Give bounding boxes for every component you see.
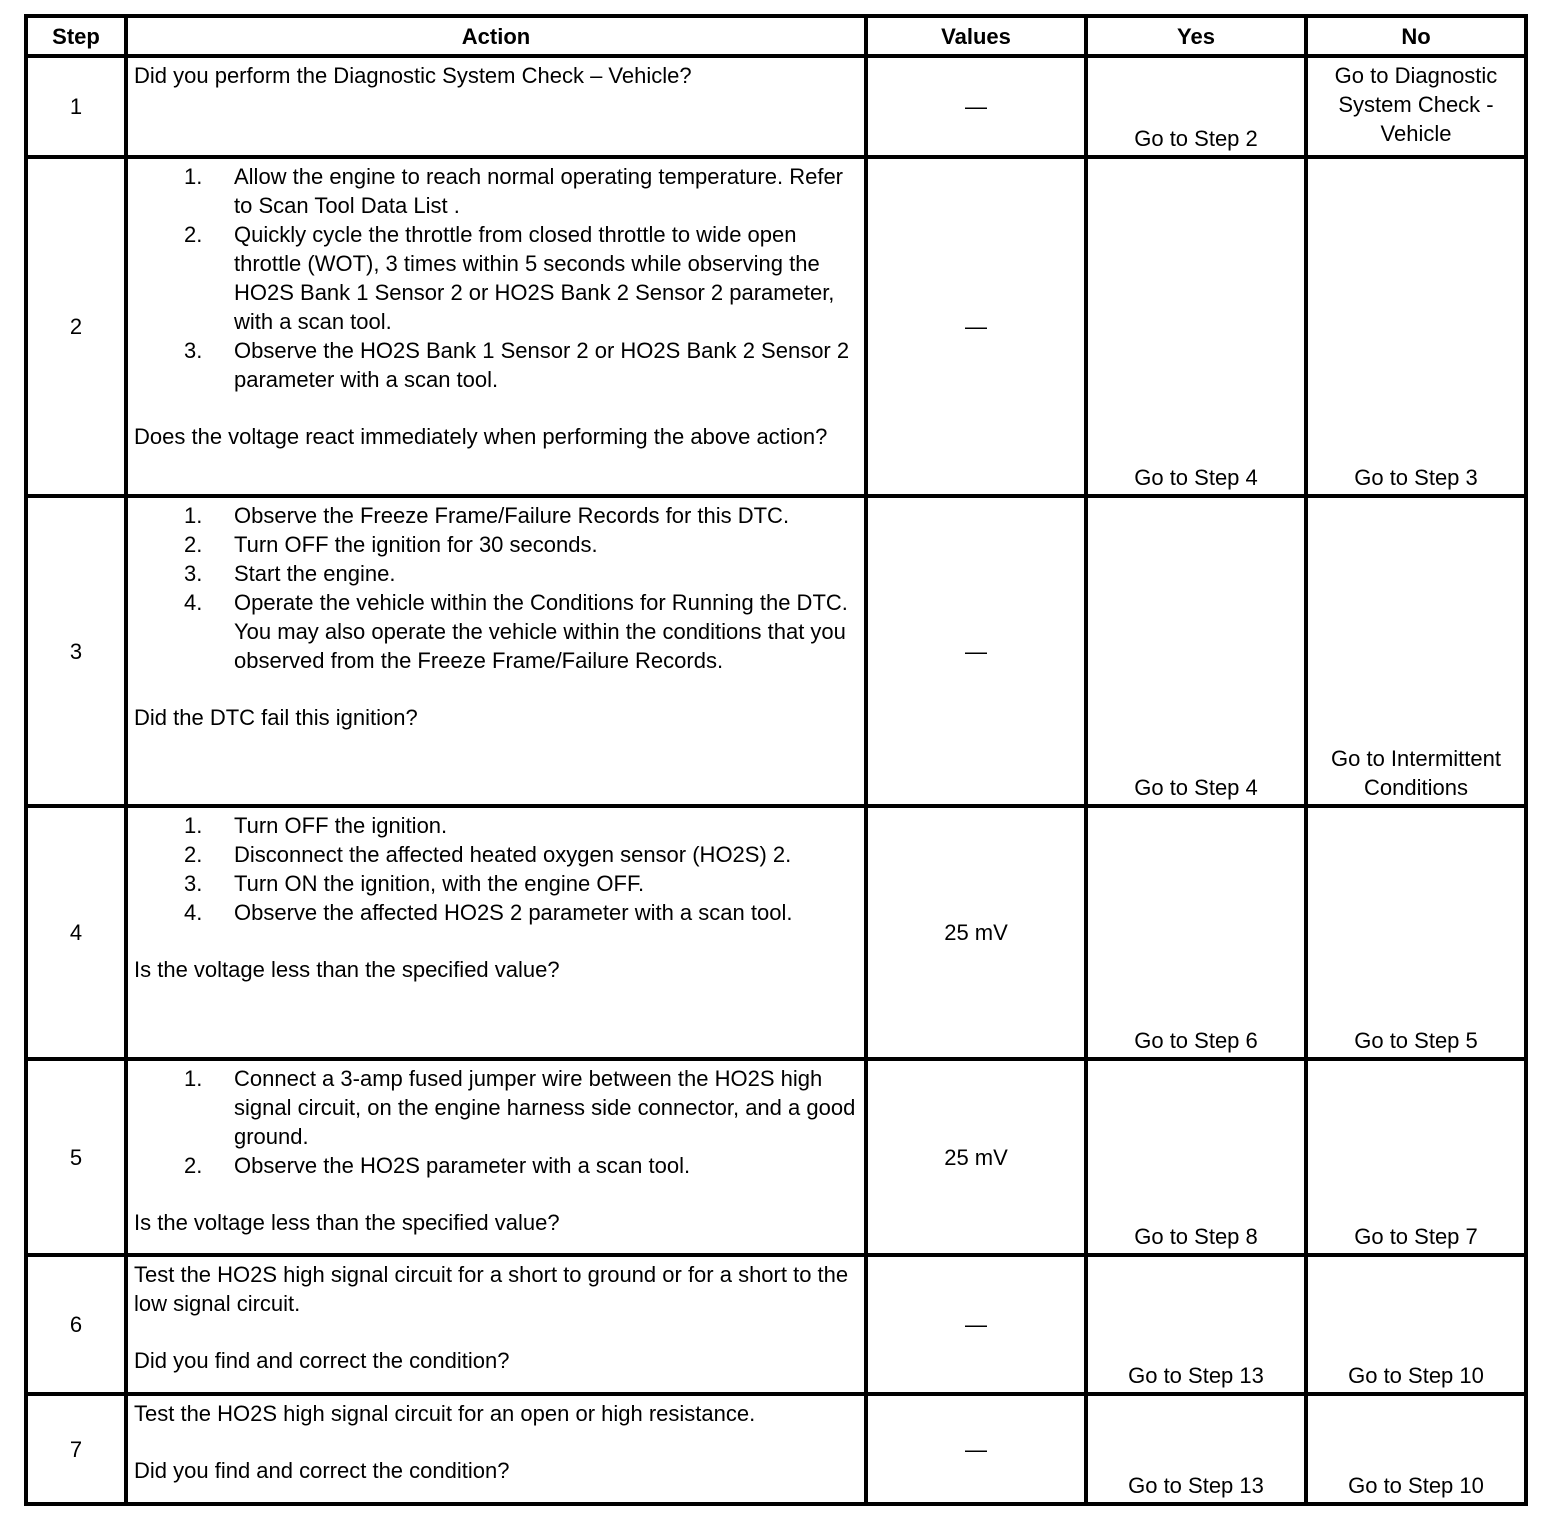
procedure-item: 1. Turn OFF the ignition. <box>184 813 448 838</box>
table-row <box>26 1394 1526 1504</box>
step-number: 4 <box>26 806 126 1059</box>
action-cell <box>126 157 866 496</box>
value-cell: — <box>866 1394 1086 1504</box>
value-cell: 25 mV <box>866 1059 1086 1255</box>
table-row <box>26 1255 1526 1394</box>
value-cell: — <box>866 157 1086 496</box>
step-number: 3 <box>26 496 126 806</box>
procedure-item: 1. Connect a 3-amp fused jumper wire between the HO2S high signal circuit, on the engine harness side connector, and a good ground. <box>184 1066 856 1149</box>
yes-cell: Go to Step 6 <box>1086 806 1306 1059</box>
yes-cell: Go to Step 8 <box>1086 1059 1306 1255</box>
action-question: Did you find and correct the condition? <box>134 1458 510 1483</box>
yes-cell: Go to Step 2 <box>1086 56 1306 157</box>
procedure-item: 2. Turn OFF the ignition for 30 seconds. <box>184 532 598 557</box>
no-cell: Go to Step 7 <box>1306 1059 1526 1255</box>
value-cell: 25 mV <box>866 806 1086 1059</box>
step-number: 7 <box>26 1394 126 1504</box>
action-intro: Test the HO2S high signal circuit for a short to ground or for a short to the low signal circuit. <box>134 1262 849 1316</box>
action-cell <box>126 56 866 157</box>
table-row <box>26 157 1526 496</box>
procedure-item: 4. Observe the affected HO2S 2 parameter with a scan tool. <box>184 900 793 925</box>
procedure-item: 4. Operate the vehicle within the Conditions for Running the DTC. You may also operate the vehicle within the conditions that you observed from the Freeze Frame/Failure Records. <box>184 590 848 673</box>
yes-cell: Go to Step 4 <box>1086 496 1306 806</box>
action-cell <box>126 1394 866 1504</box>
procedure-item: 2. Observe the HO2S parameter with a scan tool. <box>184 1153 691 1178</box>
action-question: Does the voltage react immediately when performing the above action? <box>134 424 828 449</box>
table-row <box>26 56 1526 157</box>
header-row <box>26 16 1526 56</box>
procedure-item: 3. Turn ON the ignition, with the engine OFF. <box>184 871 645 896</box>
table-row <box>26 1059 1526 1255</box>
yes-cell: Go to Step 13 <box>1086 1394 1306 1504</box>
no-cell: Go to Step 10 <box>1306 1394 1526 1504</box>
step-number: 1 <box>26 56 126 157</box>
step-number: 5 <box>26 1059 126 1255</box>
header-values: Values <box>866 16 1086 56</box>
header-no: No <box>1306 16 1526 56</box>
action-intro: Test the HO2S high signal circuit for an open or high resistance. <box>134 1401 756 1426</box>
procedure-list <box>134 1064 858 1180</box>
procedure-list <box>134 501 858 675</box>
procedure-item: 2. Disconnect the affected heated oxygen sensor (HO2S) 2. <box>184 842 792 867</box>
header-step: Step <box>26 16 126 56</box>
procedure-list <box>134 811 858 927</box>
header-yes: Yes <box>1086 16 1306 56</box>
action-cell <box>126 806 866 1059</box>
diagnostic-table <box>24 14 1528 1506</box>
yes-cell: Go to Step 13 <box>1086 1255 1306 1394</box>
procedure-item: 2. Quickly cycle the throttle from closed throttle to wide open throttle (WOT), 3 times within 5 seconds while observing the HO2S Bank 1 Sensor 2 or HO2S Bank 2 Sensor 2 parameter, with a scan tool. <box>184 222 835 334</box>
no-cell: Go to Step 10 <box>1306 1255 1526 1394</box>
value-cell: — <box>866 1255 1086 1394</box>
no-cell: Go to Intermittent Conditions <box>1306 496 1526 806</box>
table-row <box>26 496 1526 806</box>
action-question: Is the voltage less than the specified value? <box>134 1210 560 1235</box>
no-cell: Go to Step 5 <box>1306 806 1526 1059</box>
procedure-list <box>134 162 858 394</box>
value-cell: — <box>866 56 1086 157</box>
procedure-item: 3. Start the engine. <box>184 561 396 586</box>
yes-cell: Go to Step 4 <box>1086 157 1306 496</box>
procedure-item: 1. Allow the engine to reach normal operating temperature. Refer to Scan Tool Data List . <box>184 164 844 218</box>
no-cell: Go to Diagnostic System Check - Vehicle <box>1306 56 1526 157</box>
procedure-item: 3. Observe the HO2S Bank 1 Sensor 2 or HO2S Bank 2 Sensor 2 parameter with a scan tool. <box>184 338 850 392</box>
table-row <box>26 806 1526 1059</box>
action-cell <box>126 1059 866 1255</box>
no-cell: Go to Step 3 <box>1306 157 1526 496</box>
procedure-item: 1. Observe the Freeze Frame/Failure Records for this DTC. <box>184 503 790 528</box>
step-number: 2 <box>26 157 126 496</box>
action-cell <box>126 1255 866 1394</box>
action-cell <box>126 496 866 806</box>
step-number: 6 <box>26 1255 126 1394</box>
action-question: Did you find and correct the condition? <box>134 1348 510 1373</box>
value-cell: — <box>866 496 1086 806</box>
action-question: Did the DTC fail this ignition? <box>134 705 418 730</box>
action-intro: Did you perform the Diagnostic System Check – Vehicle? <box>134 63 692 88</box>
header-action: Action <box>126 16 866 56</box>
action-question: Is the voltage less than the specified value? <box>134 957 560 982</box>
